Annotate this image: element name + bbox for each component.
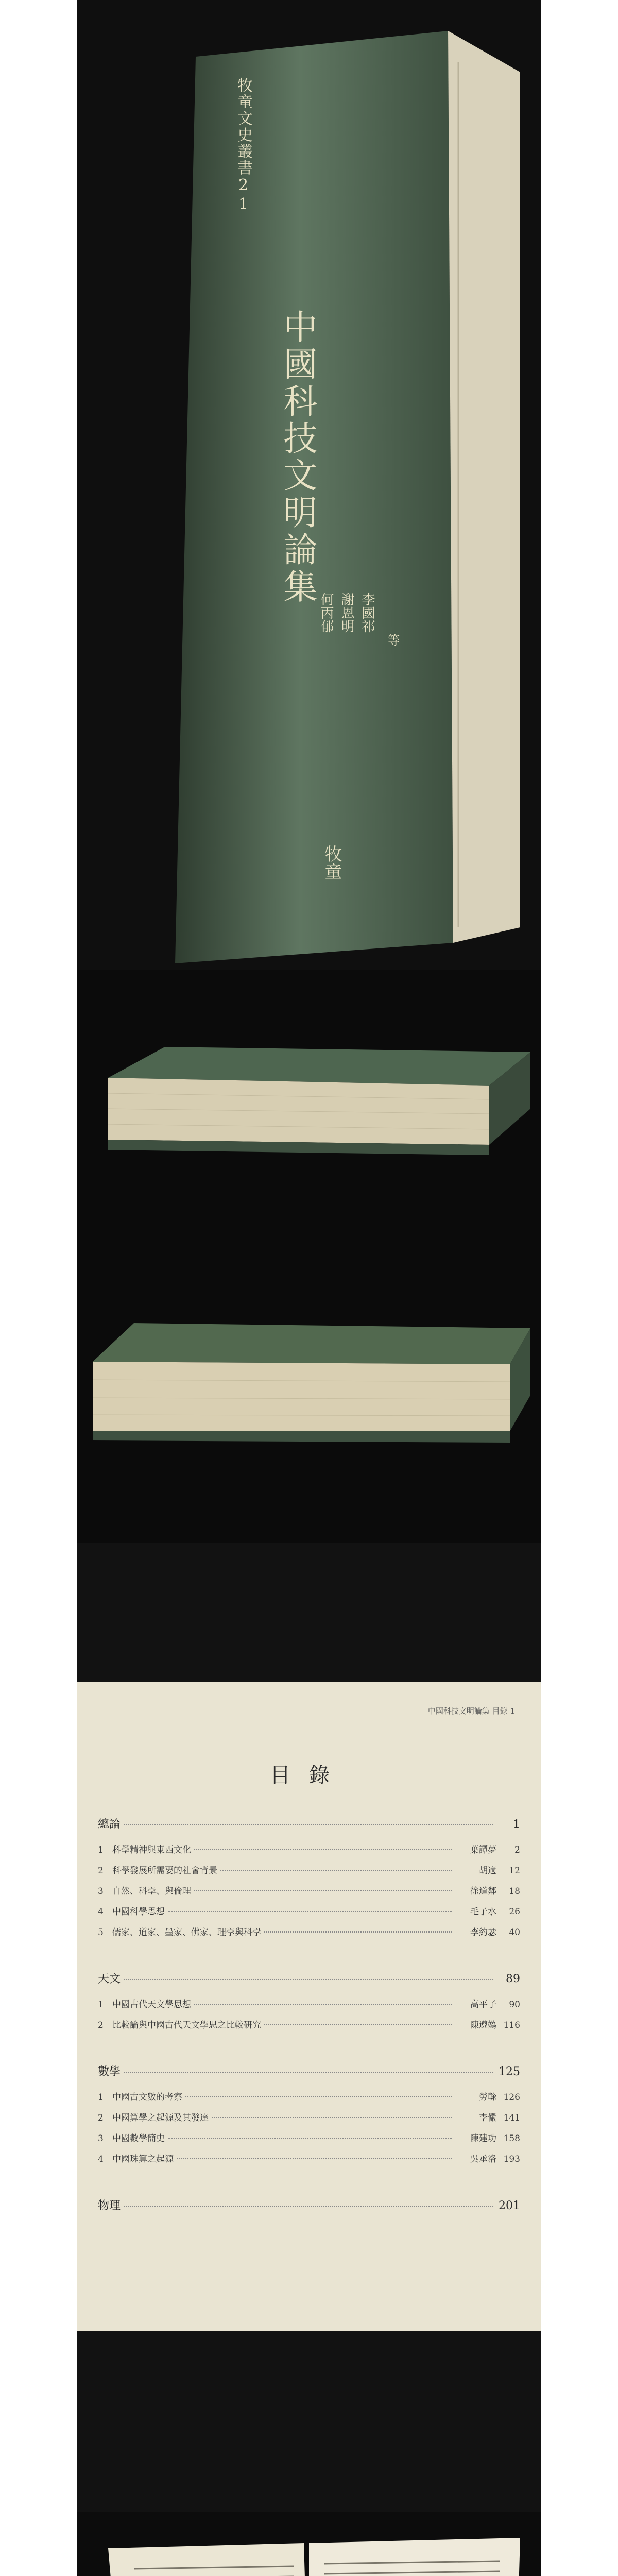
toc-item-num: 1 (98, 1999, 104, 2010)
photo-book-bottom-edge (77, 970, 541, 1256)
toc-item-author: 毛子水 (470, 1907, 496, 1917)
toc-item-title: 中國數學簡史 (112, 2133, 165, 2144)
toc-item-title: 科學發展所需要的社會背景 (112, 1866, 217, 1876)
toc-item-author: 陳遵媯 (470, 2020, 496, 2030)
toc-item-title: 科學精神與東西文化 (112, 1845, 191, 1855)
toc-item-title: 中國珠算之起源 (112, 2154, 174, 2164)
toc-item-num: 3 (98, 2133, 104, 2144)
toc-item (98, 1925, 520, 1938)
toc-item (98, 2131, 520, 2144)
spine-series: 牧童文史叢書21 (234, 77, 252, 214)
toc-item-page: 116 (503, 2020, 520, 2030)
toc-item-title: 中國科學思想 (112, 1907, 165, 1917)
spine-publisher: 牧童 (321, 845, 342, 880)
toc-item-num: 4 (98, 1907, 104, 1917)
toc-title: 目錄 (270, 1764, 348, 1787)
toc-item-title: 中國古文數的考察 (112, 2092, 182, 2103)
left-page (108, 2543, 309, 2576)
toc-header-note: 中國科技文明論集 目錄 1 (427, 1706, 515, 1716)
toc-section-page: 201 (499, 2199, 520, 2212)
toc-item (98, 1904, 520, 1917)
toc-item-title: 自然、科學、與倫理 (112, 1886, 191, 1896)
toc-item-num: 1 (98, 2092, 104, 2103)
toc-item-page: 12 (509, 1866, 520, 1876)
toc-item-page: 18 (509, 1886, 520, 1896)
toc-page (77, 1682, 541, 2331)
toc-section-row (98, 1816, 520, 1832)
open-book-photo-1 (77, 2512, 541, 2576)
toc-item-num: 5 (98, 1927, 104, 1938)
toc-section-row (98, 2197, 520, 2213)
toc-item-author: 李約瑟 (470, 1927, 496, 1938)
toc-item-page: 193 (503, 2154, 520, 2164)
toc-item-author: 徐道鄰 (470, 1886, 496, 1896)
book-cover-top-2 (93, 1323, 530, 1364)
toc-item-num: 2 (98, 2113, 104, 2123)
toc-section-name: 天文 (98, 1973, 121, 1986)
toc-item (98, 1842, 520, 1855)
toc-item-num: 3 (98, 1886, 104, 1896)
toc-item-title: 儒家、道家、墨家、佛家、理學與科學 (112, 1927, 261, 1938)
toc-item (98, 2018, 520, 2030)
toc-section-page: 125 (499, 2065, 520, 2078)
toc-item-page: 40 (509, 1927, 520, 1938)
spine-editor-1: 李國祁 (359, 592, 375, 633)
toc-item-page: 158 (503, 2133, 520, 2144)
toc-section-page: 1 (513, 1818, 520, 1831)
toc-section-row (98, 2063, 520, 2079)
toc-section-row (98, 1970, 520, 1986)
spine-title: 中國科技文明論集 (278, 309, 317, 606)
toc-section-page: 89 (506, 1973, 520, 1986)
toc-item-author: 勞榦 (479, 2092, 496, 2103)
photo-book-side-edge (77, 1256, 541, 1543)
spine-editor-3: 何丙郁 (318, 592, 334, 633)
toc-item (98, 1997, 520, 2010)
toc-item-author: 李儼 (479, 2113, 496, 2123)
toc-item-page: 2 (514, 1845, 520, 1855)
toc-item-page: 26 (509, 1907, 520, 1917)
book-edge-photo (77, 970, 541, 1256)
toc-section-name: 數學 (98, 2065, 121, 2078)
toc-item-title: 比較論與中國古代天文學思之比較研究 (112, 2020, 261, 2030)
toc-item (98, 2151, 520, 2164)
toc-section-name: 總論 (98, 1818, 121, 1831)
right-page (309, 2538, 520, 2576)
toc-item (98, 1884, 520, 1896)
book-side-photo (77, 1256, 541, 1543)
toc-item-page: 141 (503, 2113, 520, 2123)
toc-item (98, 1863, 520, 1876)
toc-item-num: 1 (98, 1845, 104, 1855)
toc-item (98, 2110, 520, 2123)
toc-item (98, 2090, 520, 2103)
toc-item-num: 4 (98, 2154, 104, 2164)
photo-spine (77, 0, 541, 970)
photo-toc-page (77, 1543, 541, 2512)
spine-editor-2: 謝恩明 (339, 592, 354, 633)
toc-item-page: 126 (503, 2092, 520, 2103)
toc-item-author: 葉譚夢 (470, 1845, 496, 1855)
toc-item-num: 2 (98, 1866, 104, 1876)
toc-item-author: 吳承洛 (470, 2154, 496, 2164)
toc-section-name: 物理 (98, 2199, 121, 2212)
page-block-2 (93, 1362, 510, 1431)
toc-item-title: 中國古代天文學思想 (112, 1999, 191, 2010)
toc-item-author: 陳建功 (470, 2133, 496, 2144)
toc-item-page: 90 (509, 1999, 520, 2010)
spine-editors-suffix: 等 (385, 634, 400, 646)
toc-item-author: 高平子 (470, 1999, 496, 2010)
toc-item-author: 胡適 (479, 1866, 496, 1876)
toc-item-title: 中國算學之起源及其發達 (112, 2113, 209, 2123)
toc-item-num: 2 (98, 2020, 104, 2030)
photo-open-book-1 (77, 2512, 541, 2576)
